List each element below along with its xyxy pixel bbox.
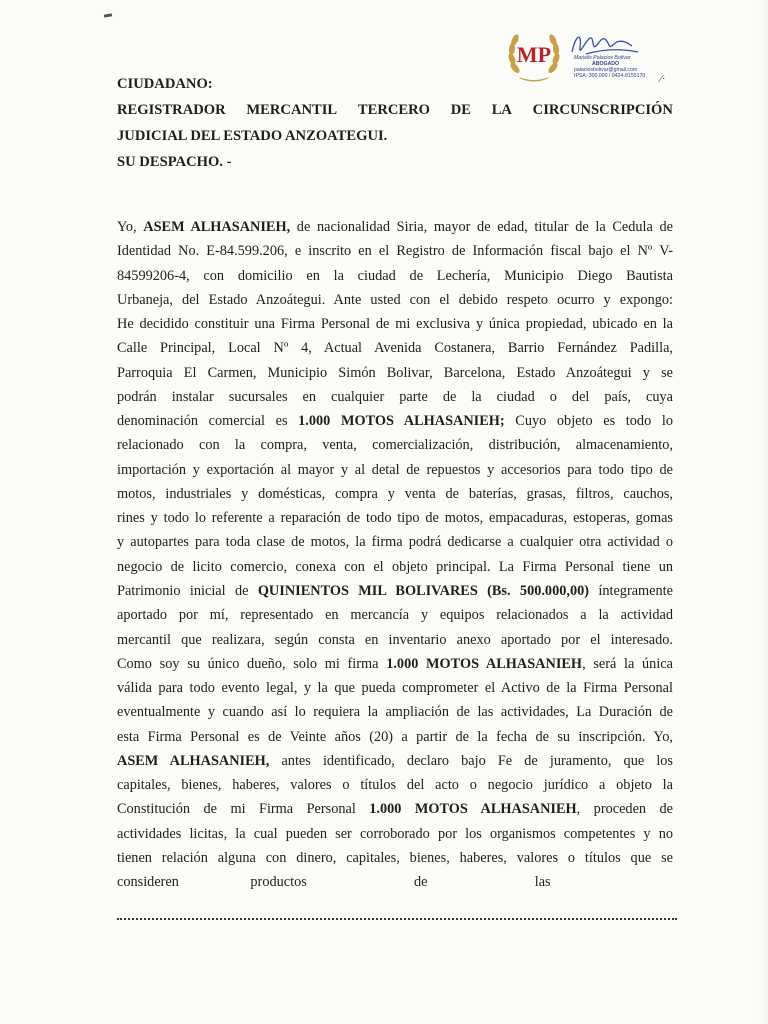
body-text-segment: relacionado con la compra, venta, comercialización, distribución, almacenamiento, xyxy=(117,437,673,454)
body-line xyxy=(117,506,673,530)
bold-text: QUINIENTOS MIL BOLIVARES (Bs. 500.000,00) xyxy=(257,582,590,599)
body-text-segment: negocio de licito comercio, conexa con el objeto principal. La Firma Personal tiene un xyxy=(117,558,673,575)
body-text-segment: Yo, xyxy=(117,219,144,235)
body-line xyxy=(117,361,673,385)
body-line xyxy=(117,312,673,336)
header-word: TERCERO xyxy=(357,102,431,118)
body-text-segment: podrán instalar sucursales en cualquier parte de la ciudad o del país, cuya xyxy=(117,388,673,405)
body-line xyxy=(117,336,673,360)
body-line xyxy=(117,409,673,433)
body-line xyxy=(117,482,673,506)
body-text-segment: denominación comercial es xyxy=(117,413,299,430)
body-line xyxy=(117,628,673,652)
header-word: MERCANTIL xyxy=(246,102,338,118)
header-word: REGISTRADOR xyxy=(117,102,226,118)
dotted-fill-line xyxy=(117,918,677,920)
body-text-segment: He decidido constituir una Firma Personal de mi exclusiva y única propiedad, ubicado en la xyxy=(117,316,673,333)
body-line xyxy=(117,433,673,457)
signature-name: Marielis Palacios Bolívar xyxy=(574,55,631,61)
body-line xyxy=(117,288,673,312)
body-text-segment: , será la única xyxy=(582,655,673,672)
body-text-segment: 84599206-4, con domicilio en la ciudad de Lechería, Municipio Diego Bautista xyxy=(117,267,673,284)
body-line xyxy=(117,264,673,288)
body-text-segment: rines y todo lo referente a reparación de todo tipo de motos, empacaduras, estoperas, gomas xyxy=(117,510,673,527)
body-text-segment: Patrimonio inicial de xyxy=(117,582,258,599)
body-text-segment: esta Firma Personal es de Veinte años (20) a partir de la fecha de su inscripción. Yo, xyxy=(117,728,673,745)
pen-mark xyxy=(104,13,112,17)
page-edge-shadow xyxy=(758,0,768,1024)
addressee-header xyxy=(117,71,673,175)
body-text-segment: Parroquia El Carmen, Municipio Simón Bolivar, Barcelona, Estado Anzoátegui y se xyxy=(117,364,673,381)
body-line xyxy=(117,846,673,870)
body-text-segment: tienen relación alguna con dinero, capitales, bienes, haberes, valores o títulos que se xyxy=(117,849,673,866)
body-text-segment: válida para todo evento legal, y la que pueda comprometer el Activo de la Firma Personal xyxy=(117,680,673,697)
body-text-segment: Calle Principal, Local Nº 4, Actual Avenida Costanera, Barrio Fernández Padilla, xyxy=(117,340,673,357)
logo-monogram: MP xyxy=(516,42,552,67)
body-text-segment: importación y exportación al mayor y al detal de repuestos y accesorios para todo tipo de xyxy=(117,461,673,478)
body-line xyxy=(117,385,673,409)
body-line xyxy=(117,603,673,627)
body-text-segment: , proceden de xyxy=(576,801,674,818)
body-line xyxy=(117,676,673,700)
document-body xyxy=(117,215,673,894)
body-line xyxy=(117,530,673,554)
body-text-segment: consideren productos de las xyxy=(117,874,551,891)
body-text-segment: mercantil que realizara, según consta en inventario anexo aportado por el interesado. xyxy=(117,631,673,648)
body-line xyxy=(117,215,673,239)
body-text-segment: Identidad No. E-84.599.206, e inscrito en el Registro de Información fiscal bajo el Nº V- xyxy=(117,243,673,260)
body-text-segment: aportado por mí, representado en mercancía y equipos relacionados a la actividad xyxy=(117,607,673,624)
signature-registry: IPSA: 300.000 / 0424-8155170 xyxy=(574,73,646,79)
body-line xyxy=(117,797,673,821)
body-line xyxy=(117,700,673,724)
header-jurisdiction: JUDICIAL DEL ESTADO ANZOATEGUI. xyxy=(117,128,388,144)
header-office: SU DESPACHO. - xyxy=(117,154,232,170)
header-word: LA xyxy=(491,102,512,118)
body-text-segment: motos, industriales y domésticas, compra y venta de baterías, grasas, filtros, cauchos, xyxy=(117,485,673,502)
bold-text: 1.000 MOTOS ALHASANIEH; xyxy=(298,413,505,430)
bold-text: ASEM ALHASANIEH, xyxy=(143,219,291,235)
corner-pen-mark: ⁄· xyxy=(660,73,666,85)
body-text-segment: actividades licitas, la cual pueden ser corroborado por los organismos competentes y no xyxy=(117,825,673,842)
body-text-segment: Constitución de mi Firma Personal xyxy=(117,801,370,818)
body-text-segment: de nacionalidad Siria, mayor de edad, titular de la Cedula de xyxy=(290,219,673,235)
body-text-segment: y autopartes para toda clase de motos, la firma podrá dedicarse a cualquier otra actividad o xyxy=(117,534,673,551)
body-text-segment: Cuyo objeto es todo lo xyxy=(504,413,673,430)
signature-email: palaciosbolivar@gmail.com xyxy=(574,67,638,73)
body-line xyxy=(117,749,673,773)
bold-text: 1.000 MOTOS ALHASANIEH xyxy=(386,655,583,672)
body-line xyxy=(117,725,673,749)
body-line xyxy=(117,652,673,676)
header-word: DE xyxy=(450,102,471,118)
body-text-segment: Como soy su único dueño, solo mi firma xyxy=(117,655,387,672)
body-line xyxy=(117,822,673,846)
body-line xyxy=(117,773,673,797)
body-text-segment: íntegramente xyxy=(589,582,673,599)
body-line xyxy=(117,239,673,263)
body-text-segment: capitales, bienes, haberes, valores o títulos del acto o negocio jurídico a objeto la xyxy=(117,777,673,794)
body-line xyxy=(117,555,673,579)
header-citizen: CIUDADANO: xyxy=(117,76,213,92)
signature-title: ABOGADO xyxy=(592,61,620,67)
bold-text: ASEM ALHASANIEH, xyxy=(117,752,270,769)
header-registrar xyxy=(117,97,673,123)
body-text-segment: eventualmente y cuando así lo requiera la ampliación de las actividades, La Duración de xyxy=(117,704,673,721)
body-line xyxy=(117,579,673,603)
bold-text: 1.000 MOTOS ALHASANIEH xyxy=(369,801,577,818)
body-line xyxy=(117,458,673,482)
header-word: CIRCUNSCRIPCIÓN xyxy=(532,102,673,118)
body-line xyxy=(117,870,673,894)
body-text-segment: Urbaneja, del Estado Anzoátegui. Ante usted con el debido respeto ocurro y expongo: xyxy=(117,291,673,308)
body-text-segment: antes identificado, declaro bajo Fe de juramento, que los xyxy=(269,752,673,769)
